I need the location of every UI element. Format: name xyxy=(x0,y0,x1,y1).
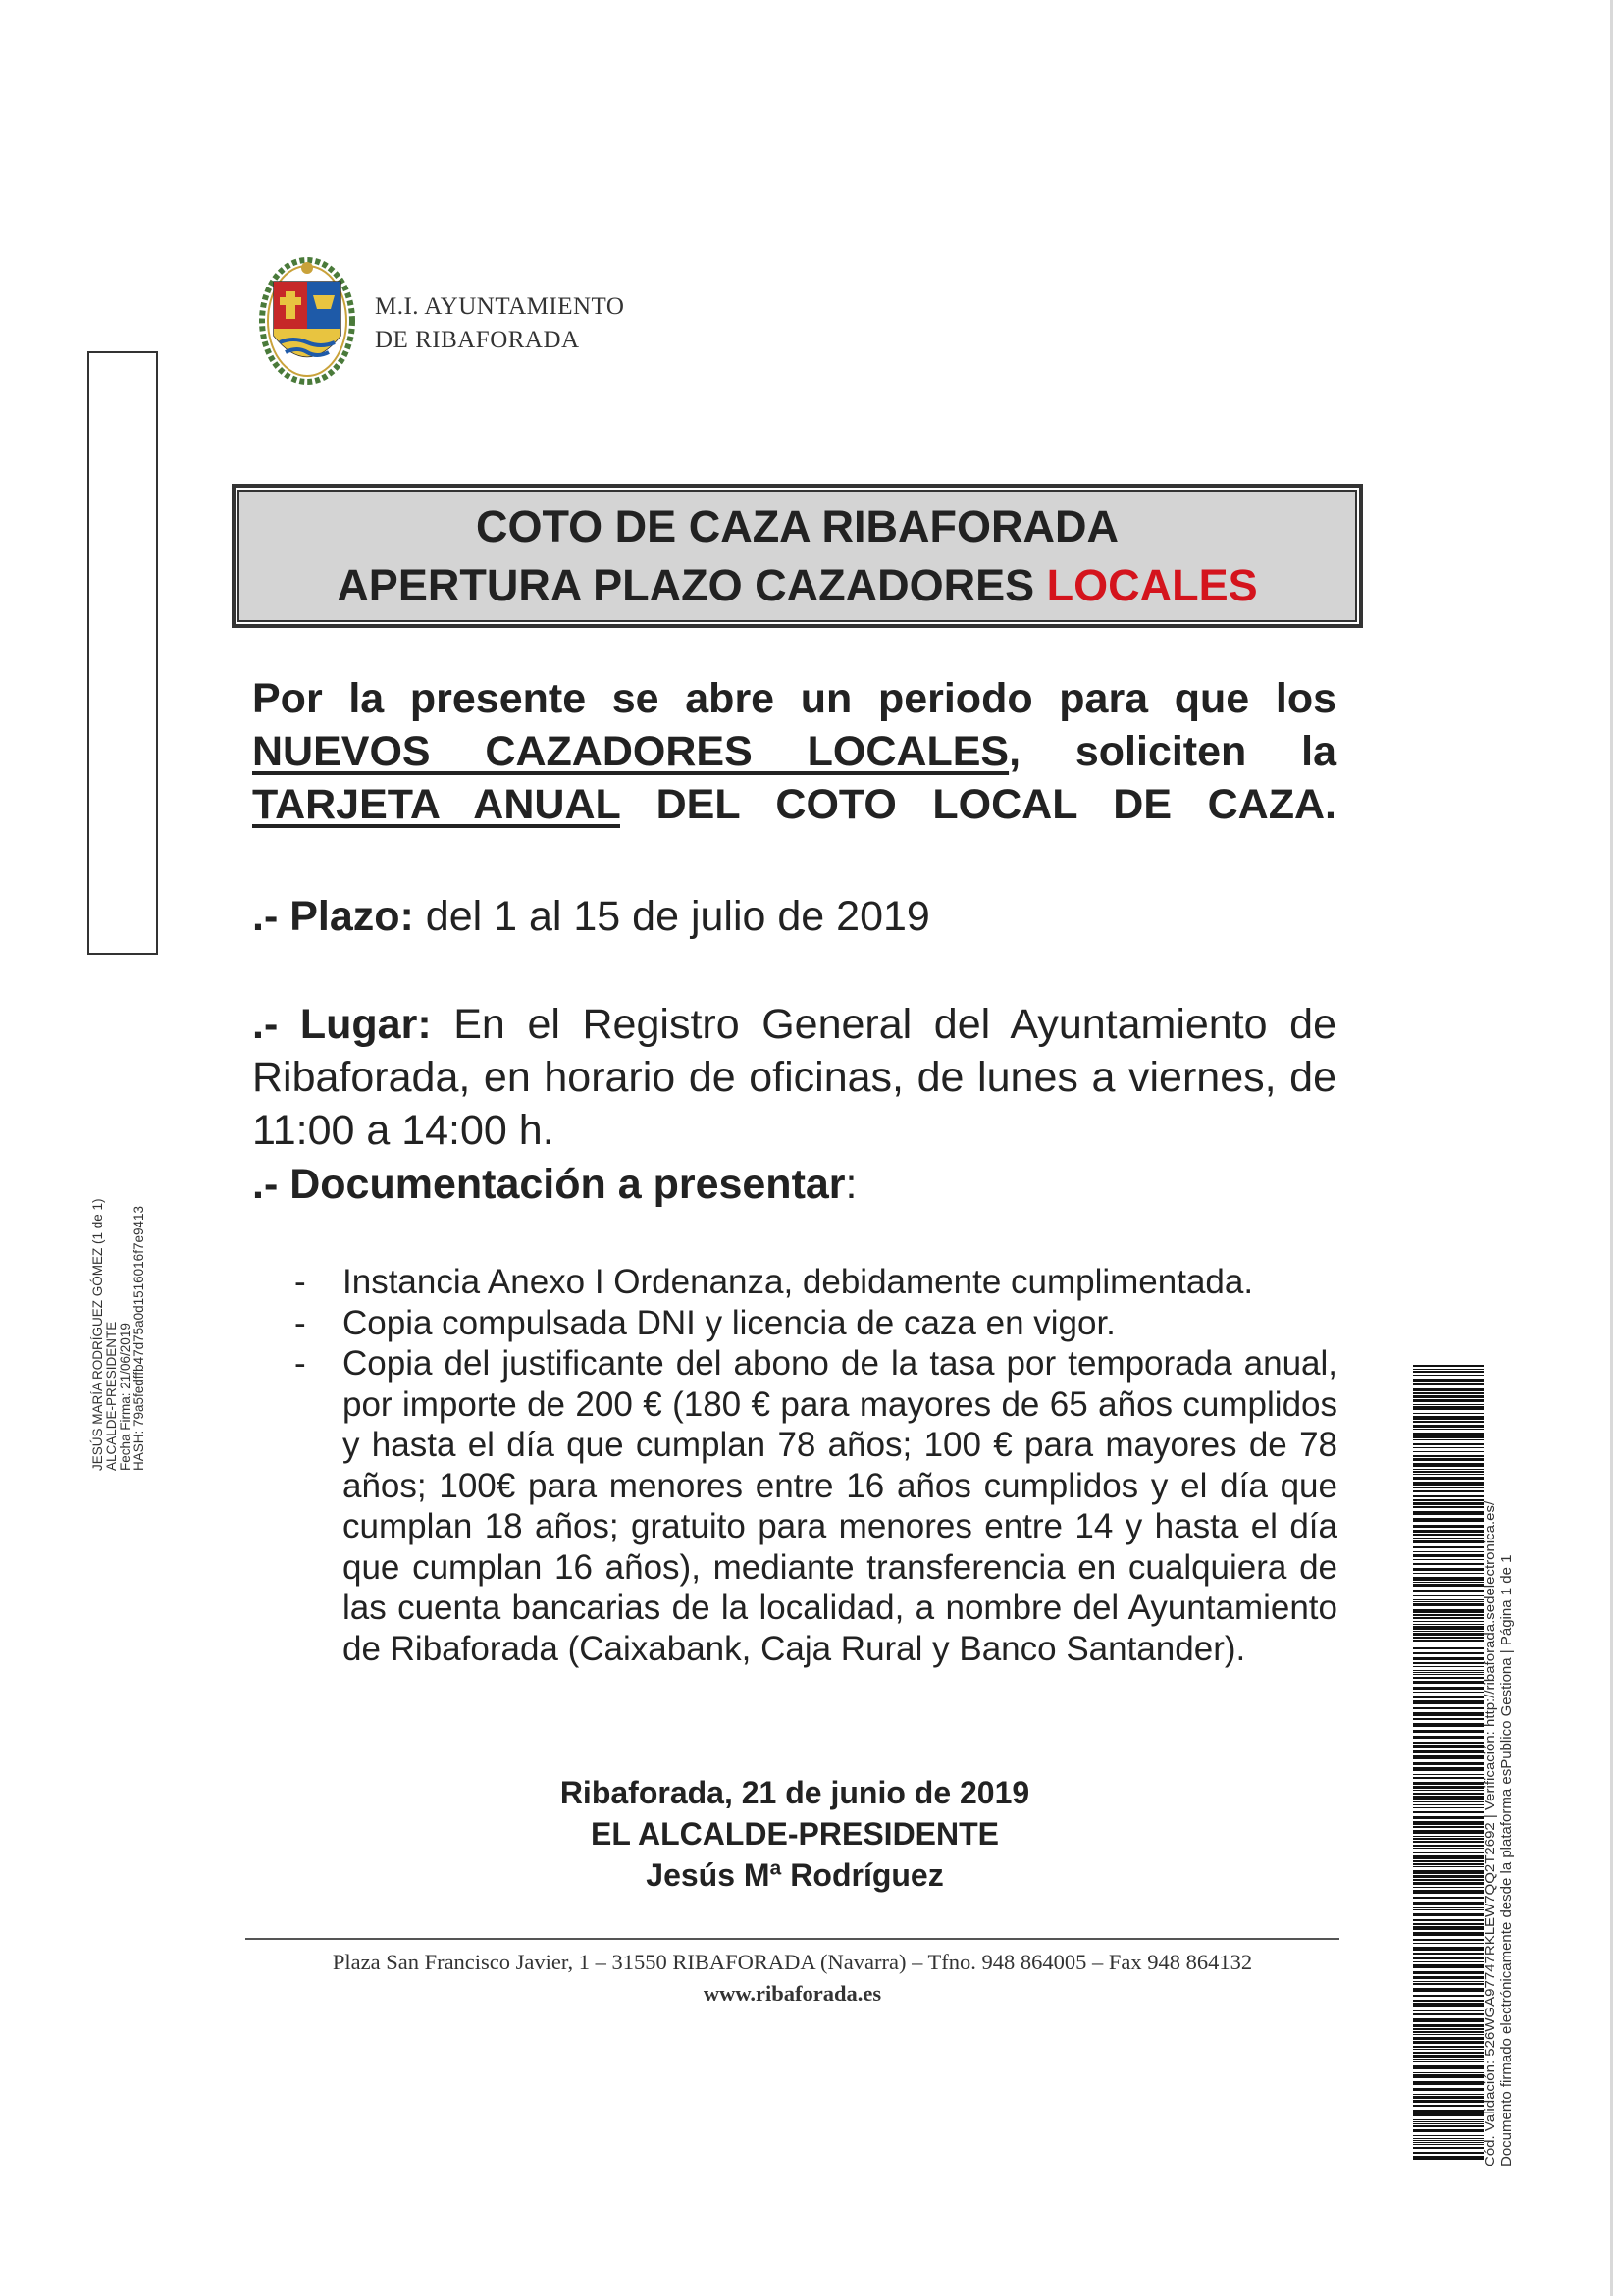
barcode-bar xyxy=(1413,1882,1484,1885)
barcode-bar xyxy=(1413,1439,1484,1440)
barcode-bar xyxy=(1413,1995,1484,1997)
barcode-bar xyxy=(1413,2129,1484,2132)
barcode-bar xyxy=(1413,1395,1484,1398)
barcode-bar xyxy=(1413,1404,1484,1405)
lugar-label: .- Lugar: xyxy=(252,1001,432,1048)
barcode-bar xyxy=(1413,2119,1484,2120)
barcode-bar xyxy=(1413,1530,1484,1533)
barcode-bar xyxy=(1413,1506,1484,1508)
council-name-line1: M.I. AYUNTAMIENTO xyxy=(375,293,625,320)
barcode-bar xyxy=(1413,1626,1484,1630)
barcode-bar xyxy=(1413,1554,1484,1557)
barcode-bar xyxy=(1413,2088,1484,2091)
barcode-bar xyxy=(1413,1897,1484,1899)
barcode-bar xyxy=(1413,2147,1484,2149)
barcode-bar xyxy=(1413,2059,1484,2060)
barcode-bar xyxy=(1413,1647,1484,1649)
barcode-bar xyxy=(1413,1875,1484,1878)
barcode-bar xyxy=(1413,2074,1484,2078)
plazo-line xyxy=(252,890,1336,943)
barcode-bar xyxy=(1413,2052,1484,2054)
barcode-bar xyxy=(1413,1582,1484,1583)
barcode-bar xyxy=(1413,1451,1484,1452)
barcode-bar xyxy=(1413,1518,1484,1522)
barcode-bar xyxy=(1413,1976,1484,1979)
barcode-bar xyxy=(1413,1964,1484,1968)
barcode-bar xyxy=(1413,1786,1484,1789)
barcode-bar xyxy=(1413,1932,1484,1936)
barcode-bar xyxy=(1413,1801,1484,1802)
signature-role: ALCALDE-PRESIDENTE xyxy=(104,1321,119,1471)
barcode-bar xyxy=(1413,2138,1484,2139)
lugar-paragraph xyxy=(252,998,1336,1157)
barcode-bar xyxy=(1413,2046,1484,2048)
barcode-bar xyxy=(1413,1435,1484,1438)
barcode-bar xyxy=(1413,1957,1484,1959)
barcode-bar xyxy=(1413,2094,1484,2095)
barcode-bar xyxy=(1413,1890,1484,1894)
barcode-bar xyxy=(1413,1534,1484,1536)
barcode-bar xyxy=(1413,1474,1484,1475)
barcode-bar xyxy=(1413,1919,1484,1921)
barcode-bar xyxy=(1413,1712,1484,1716)
barcode-bar xyxy=(1413,1383,1484,1385)
barcode-bar xyxy=(1413,2105,1484,2107)
plazo-label: .- Plazo: xyxy=(252,893,414,940)
barcode-bar xyxy=(1413,1573,1484,1574)
footer-divider xyxy=(245,1938,1339,1940)
barcode-bar xyxy=(1413,1855,1484,1859)
barcode-bar xyxy=(1413,1371,1484,1373)
barcode-bar xyxy=(1413,1923,1484,1925)
barcode-bar xyxy=(1413,2024,1484,2027)
barcode-bar xyxy=(1413,1790,1484,1791)
barcode-bar xyxy=(1413,2003,1484,2007)
title-line1: COTO DE CAZA RIBAFORADA xyxy=(476,501,1119,551)
footer-website: www.ribaforada.es xyxy=(703,1981,882,2006)
barcode-bar xyxy=(1413,1981,1484,1982)
documentacion-suffix: : xyxy=(845,1161,858,1208)
barcode-bar xyxy=(1413,1369,1484,1370)
verification-code: Cód. Validación: 526WGA97747RKLEW7QQ2T2692 | Verificación: http://ribaforada.sedelectronica.es/ xyxy=(1482,1500,1498,2166)
barcode-bar xyxy=(1413,1943,1484,1944)
closing-position: EL ALCALDE-PRESIDENTE xyxy=(590,1816,1000,1852)
barcode-bar xyxy=(1413,2061,1484,2062)
title-line2-prefix: APERTURA PLAZO CAZADORES xyxy=(337,560,1047,610)
signature-date: Fecha Firma: 21/06/2019 xyxy=(118,1323,132,1471)
barcode-bar xyxy=(1413,1971,1484,1974)
barcode-bar xyxy=(1413,2013,1484,2015)
barcode-bar xyxy=(1413,1730,1484,1733)
barcode-bar xyxy=(1413,1375,1484,1376)
barcode-bar xyxy=(1413,1406,1484,1410)
barcode-bar xyxy=(1413,1988,1484,1992)
barcode-bar xyxy=(1413,1601,1484,1602)
barcode-bar xyxy=(1413,1909,1484,1910)
barcode-bar xyxy=(1413,1546,1484,1548)
barcode-bar xyxy=(1413,1745,1484,1748)
intro-part1: Por la presente se abre un periodo para que los xyxy=(252,675,1336,722)
barcode-bar xyxy=(1413,1662,1484,1664)
intro-part5: DEL COTO LOCAL DE CAZA. xyxy=(620,781,1336,828)
barcode-bar xyxy=(1413,2123,1484,2124)
barcode-bar xyxy=(1413,1723,1484,1727)
barcode-bar xyxy=(1413,1490,1484,1492)
barcode-bar xyxy=(1413,1782,1484,1785)
barcode-bar xyxy=(1413,1471,1484,1473)
barcode-bar xyxy=(1413,1866,1484,1867)
signature-box xyxy=(87,351,158,1471)
barcode-bar xyxy=(1413,1413,1484,1414)
barcode-bar xyxy=(1413,1774,1484,1775)
barcode-bar xyxy=(1413,1811,1484,1813)
barcode-bar xyxy=(1413,1455,1484,1457)
council-name-line2: DE RIBAFORADA xyxy=(375,327,580,353)
barcode-bar xyxy=(1413,1826,1484,1828)
barcode-bar xyxy=(1413,2028,1484,2030)
documentacion-label: .- Documentación a presentar xyxy=(252,1161,846,1208)
barcode-bar xyxy=(1413,1540,1484,1543)
barcode-bar xyxy=(1413,1821,1484,1825)
barcode-bar xyxy=(1413,2142,1484,2143)
barcode-bar xyxy=(1413,2125,1484,2127)
requirements-list xyxy=(294,1262,1337,1669)
barcode-bar xyxy=(1413,1624,1484,1625)
requirement-item: - Copia compulsada DNI y licencia de caza en vigor. xyxy=(294,1303,1337,1344)
barcode-bar xyxy=(1413,1584,1484,1587)
barcode-bar xyxy=(1413,1392,1484,1394)
plazo-text: del 1 al 15 de julio de 2019 xyxy=(413,893,930,940)
barcode-bar xyxy=(1413,1652,1484,1654)
barcode-bar xyxy=(1413,1879,1484,1881)
barcode-bar xyxy=(1413,1495,1484,1497)
barcode-bar xyxy=(1413,2041,1484,2044)
barcode-bar xyxy=(1413,1640,1484,1642)
barcode-bar xyxy=(1413,2140,1484,2141)
barcode-bar xyxy=(1413,1887,1484,1888)
barcode-bar xyxy=(1413,2121,1484,2122)
intro-annual-card: TARJETA ANUAL xyxy=(252,781,620,828)
requirement-item: - Copia del justificante del abono de la tasa por temporada anual, por importe de 200 € (180 € para mayores de 65 años cumplidos y hasta el día que cumplan 78 años; 100 € para mayores de 78 años; 100€ para menores entre 16 años cumplidos y el día que cumplan 18 años; gratuito para menores entre 14 y hasta el día que cumplan 16 años), mediante transferencia en cualquiera de las cuenta bancarias de la localidad, a nombre del Ayuntamiento de Ribaforada (Caixabank, Caja Rural y Banco Santander). xyxy=(294,1343,1337,1669)
barcode-bar xyxy=(1413,1425,1484,1428)
barcode-bar xyxy=(1413,2000,1484,2002)
title-highlight: LOCALES xyxy=(1046,560,1258,610)
barcode-bar xyxy=(1413,1666,1484,1667)
barcode-bar xyxy=(1413,1458,1484,1461)
barcode-bar xyxy=(1413,1777,1484,1779)
barcode-bar xyxy=(1413,2100,1484,2103)
barcode-bar xyxy=(1413,1848,1484,1849)
barcode-bar xyxy=(1413,1365,1484,1367)
barcode-bar xyxy=(1413,1477,1484,1480)
barcode-bar xyxy=(1413,1511,1484,1515)
barcode-bar xyxy=(1413,1687,1484,1690)
barcode-bar xyxy=(1413,1696,1484,1698)
verification-text xyxy=(1482,1470,1521,2166)
barcode-bar xyxy=(1413,1487,1484,1488)
barcode-bar xyxy=(1413,1609,1484,1613)
barcode-bar xyxy=(1413,1804,1484,1805)
barcode-bar xyxy=(1413,1736,1484,1739)
barcode-bar xyxy=(1413,2049,1484,2050)
barcode-bar xyxy=(1413,1674,1484,1675)
barcode-bar xyxy=(1413,1388,1484,1391)
barcode-bar xyxy=(1413,1807,1484,1808)
barcode-bar xyxy=(1413,1617,1484,1619)
intro-new-hunters: NUEVOS CAZADORES LOCALES xyxy=(252,728,1010,775)
barcode-bar xyxy=(1413,1399,1484,1402)
barcode-bar xyxy=(1413,1852,1484,1853)
barcode-bar xyxy=(1413,1816,1484,1819)
barcode-bar xyxy=(1413,1603,1484,1606)
barcode-bar xyxy=(1413,1681,1484,1684)
barcode-bar xyxy=(1413,1845,1484,1847)
barcode-bar xyxy=(1413,1863,1484,1865)
barcode-bar xyxy=(1413,2031,1484,2033)
barcode-bar xyxy=(1413,1637,1484,1639)
barcode-bar xyxy=(1413,1672,1484,1673)
barcode-bar xyxy=(1413,1742,1484,1744)
barcode-bar xyxy=(1413,1983,1484,1985)
footer-address: Plaza San Francisco Javier, 1 – 31550 RIBAFORADA (Navarra) – Tfno. 948 864005 – Fax 948 864132 xyxy=(332,1950,1253,1974)
barcode-bar xyxy=(1413,1433,1484,1435)
barcode-bar xyxy=(1413,1947,1484,1951)
barcode-bar xyxy=(1413,1907,1484,1908)
barcode-bar xyxy=(1413,2113,1484,2116)
barcode-bar xyxy=(1413,1379,1484,1382)
barcode-bar xyxy=(1413,1841,1484,1843)
barcode-icon xyxy=(1413,1365,1484,2160)
barcode-bar xyxy=(1413,1563,1484,1565)
barcode-bar xyxy=(1413,1860,1484,1862)
documentacion-heading xyxy=(252,1158,1336,1211)
barcode-bar xyxy=(1413,1657,1484,1660)
barcode-bar xyxy=(1413,1482,1484,1486)
page-edge-line xyxy=(1610,0,1613,2296)
barcode-bar xyxy=(1413,1750,1484,1753)
barcode-bar xyxy=(1413,1590,1484,1592)
barcode-bar xyxy=(1413,1551,1484,1552)
barcode-bar xyxy=(1413,1670,1484,1671)
barcode-bar xyxy=(1413,1614,1484,1616)
signature-text xyxy=(91,882,154,1471)
barcode-bar xyxy=(1413,1559,1484,1560)
barcode-bar xyxy=(1413,1913,1484,1916)
barcode-bar xyxy=(1413,1502,1484,1505)
verification-platform: Documento firmado electrónicamente desde la plataforma esPublico Gestiona | Página 1 de 1 xyxy=(1498,1554,1515,2166)
barcode-bar xyxy=(1413,1633,1484,1636)
barcode-bar xyxy=(1413,1499,1484,1501)
title-line2 xyxy=(236,556,1359,615)
barcode-bar xyxy=(1413,1793,1484,1795)
barcode-bar xyxy=(1413,1568,1484,1571)
barcode-bar xyxy=(1413,2065,1484,2069)
barcode-bar xyxy=(1413,2081,1484,2085)
barcode-bar xyxy=(1413,1447,1484,1448)
barcode-bar xyxy=(1413,2034,1484,2035)
council-name xyxy=(375,290,624,357)
footer xyxy=(245,1947,1339,2009)
barcode-bar xyxy=(1413,1469,1484,1470)
barcode-bar xyxy=(1413,1692,1484,1693)
barcode-bar xyxy=(1413,1830,1484,1834)
barcode-bar xyxy=(1413,2135,1484,2136)
signature-signer: JESÚS MARÍA RODRÍGUEZ GÓMEZ (1 de 1) xyxy=(90,1198,105,1471)
barcode-bar xyxy=(1413,1939,1484,1941)
barcode-bar xyxy=(1413,1595,1484,1596)
barcode-bar xyxy=(1413,1429,1484,1430)
barcode-bar xyxy=(1413,2110,1484,2113)
requirement-item: - Instancia Anexo I Ordenanza, debidamente cumplimentada. xyxy=(294,1262,1337,1303)
barcode-bar xyxy=(1413,1621,1484,1622)
barcode-bar xyxy=(1413,1961,1484,1962)
closing-signature xyxy=(373,1772,1217,1896)
closing-place-date: Ribaforada, 21 de junio de 2019 xyxy=(559,1775,1030,1810)
barcode-bar xyxy=(1413,1767,1484,1771)
barcode-bar xyxy=(1413,1577,1484,1581)
title-box xyxy=(232,484,1363,628)
barcode-bar xyxy=(1413,1443,1484,1445)
closing-name: Jesús Mª Rodríguez xyxy=(646,1857,944,1893)
barcode-bar xyxy=(1413,1926,1484,1930)
barcode-bar xyxy=(1413,1599,1484,1600)
barcode-bar xyxy=(1413,2152,1484,2154)
barcode-bar xyxy=(1413,1836,1484,1837)
barcode-bar xyxy=(1413,1953,1484,1955)
barcode-bar xyxy=(1413,1700,1484,1704)
barcode-bar xyxy=(1413,2096,1484,2099)
intro-part3: , soliciten la xyxy=(1009,728,1337,775)
barcode-bar xyxy=(1413,1870,1484,1874)
intro-paragraph xyxy=(252,672,1336,831)
barcode-bar xyxy=(1413,1525,1484,1528)
barcode-bar xyxy=(1413,2144,1484,2145)
barcode-bar xyxy=(1413,1463,1484,1467)
lugar-text: En el Registro General del Ayuntamiento de Ribaforada, en horario de oficinas, de lunes a viernes, de 11:00 a 14:00 h. xyxy=(252,1001,1337,1154)
barcode-bar xyxy=(1413,2010,1484,2011)
signature-hash: HASH: 79a5fedffb47d75a0d1516016f7e9413 xyxy=(131,1206,146,1471)
coat-of-arms-icon xyxy=(258,252,356,390)
barcode-bar xyxy=(1413,2055,1484,2058)
barcode-bar xyxy=(1413,1755,1484,1759)
barcode-bar xyxy=(1413,1707,1484,1709)
barcode-bar xyxy=(1413,2072,1484,2073)
barcode-bar xyxy=(1413,2156,1484,2160)
barcode-bar xyxy=(1413,2037,1484,2040)
barcode-bar xyxy=(1413,1838,1484,1840)
barcode-bar xyxy=(1413,1902,1484,1905)
barcode-bar xyxy=(1413,2018,1484,2022)
barcode-bar xyxy=(1413,1538,1484,1539)
barcode-bar xyxy=(1413,1796,1484,1800)
barcode-bar xyxy=(1413,1762,1484,1765)
barcode-bar xyxy=(1413,1416,1484,1420)
barcode-bar xyxy=(1413,1631,1484,1632)
barcode-bar xyxy=(1413,1718,1484,1720)
barcode-bar xyxy=(1413,1677,1484,1679)
barcode-bar xyxy=(1413,1421,1484,1423)
